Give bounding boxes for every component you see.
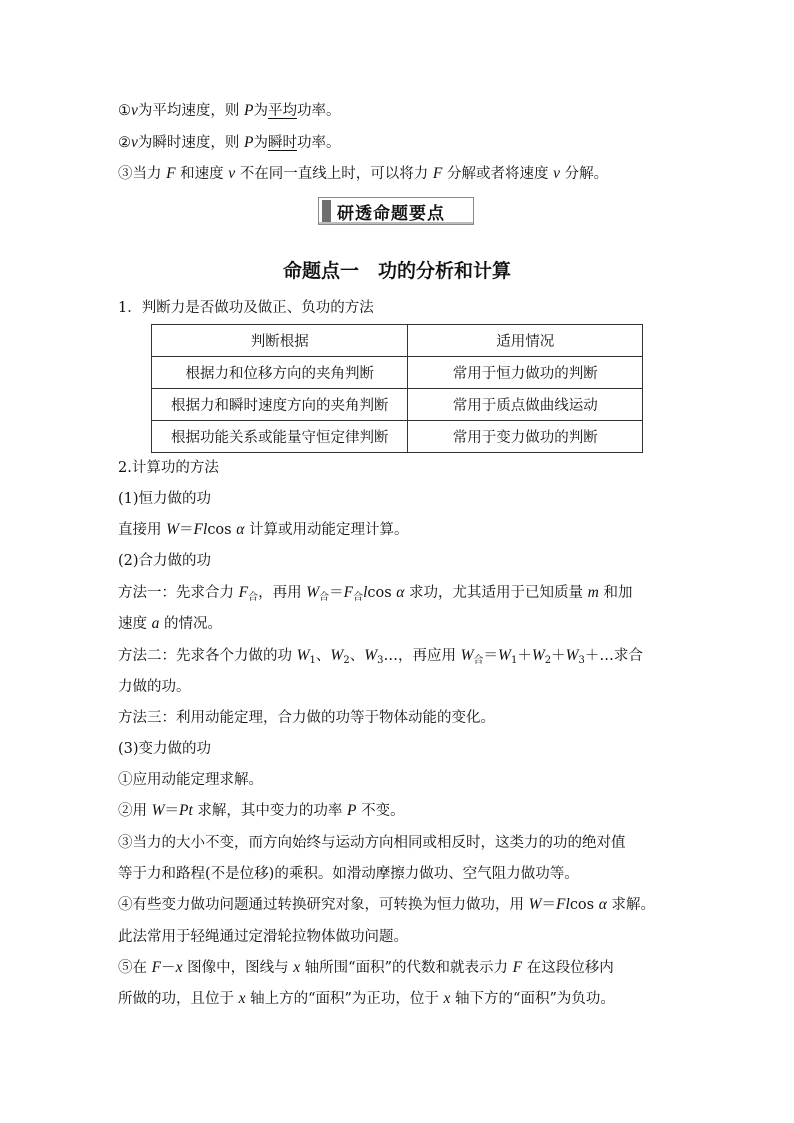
text: ②用: [118, 803, 152, 819]
text: 功率。: [296, 135, 341, 151]
text: 功率。: [296, 103, 341, 119]
text: ③当力: [118, 166, 167, 182]
symbol-f: F: [151, 959, 162, 976]
section-1-heading: [118, 298, 374, 318]
text: 求功，尤其适用于已知质量: [404, 585, 588, 601]
text: 的情况。: [159, 616, 222, 632]
symbol-fl: Fl: [556, 896, 570, 913]
symbol-w: W: [296, 647, 310, 664]
subscript: 2: [343, 655, 350, 666]
text: 轴所围“面积”的代数和就表示力: [300, 960, 513, 976]
symbol-v: v: [131, 102, 138, 119]
symbol-w: W: [330, 647, 344, 664]
symbol-w: W: [306, 584, 320, 601]
symbol-alpha: α: [396, 584, 405, 601]
text: 求解，其中变力的功率: [192, 803, 348, 819]
symbol-f: F: [343, 584, 354, 601]
symbol-pt: Pt: [179, 802, 193, 819]
symbol-x: x: [238, 990, 246, 1007]
p2-method-1: [118, 583, 632, 608]
symbol-fl: Fl: [193, 521, 208, 538]
table-cell: 常用于质点做曲线运动: [408, 389, 643, 421]
p3-item-2: [118, 801, 405, 821]
text: 轴下方的“面积”为负功。: [450, 991, 615, 1007]
subscript: 合: [353, 592, 364, 603]
symbol-w: W: [498, 647, 511, 664]
text: 速度: [118, 616, 152, 632]
symbol-a: a: [151, 615, 160, 632]
text: 计算或用动能定理计算。: [244, 522, 409, 538]
text: ③当力的大小不变，而方向始终与运动方向相同或相反时，这类力的功的绝对值: [118, 835, 626, 851]
subscript: 合: [248, 592, 259, 603]
p2-method-2: [118, 646, 643, 671]
text: －: [161, 960, 176, 976]
symbol-w: W: [460, 647, 474, 664]
topic-title: 命题点一 功的分析和计算: [282, 260, 511, 282]
subscript: 1: [510, 655, 518, 666]
text: ④有些变力做功问题通过转换研究对象，可转换为恒力做功，用: [118, 897, 529, 913]
p3-item-1: [118, 770, 263, 790]
text: 求解。: [606, 897, 655, 913]
p2-method-2-cont: [118, 677, 191, 697]
intro-line-3: [118, 164, 608, 184]
text: 方法一：先求合力: [118, 585, 239, 601]
symbol-w: W: [531, 647, 545, 664]
p3-item-5-cont: [118, 989, 615, 1009]
text: 此法常用于轻绳通过定滑轮拉物体做功问题。: [118, 929, 408, 945]
table-cell: 根据力和瞬时速度方向的夹角判断: [152, 389, 408, 421]
symbol-v: v: [228, 165, 236, 182]
table-header-row: [152, 325, 643, 357]
judgement-table: [151, 324, 643, 453]
symbol-f: F: [432, 165, 443, 182]
text: ＋: [517, 648, 532, 664]
text: ＋…求合: [584, 648, 643, 664]
p2-heading: [118, 551, 211, 571]
table-cell: 根据功能关系或能量守恒定律判断: [152, 421, 408, 453]
text: 不在同一直线上时，可以将力: [235, 166, 433, 182]
p1-line: [118, 520, 408, 540]
heading-text: 2.计算功的方法: [118, 460, 219, 476]
symbol-v: v: [131, 134, 138, 151]
table-cell: 根据力和位移方向的夹角判断: [152, 357, 408, 389]
symbol-f: F: [238, 584, 249, 601]
section-2-heading: [118, 458, 219, 478]
symbol-w: W: [565, 647, 579, 664]
p3-heading: [118, 739, 211, 759]
table-cell: 常用于变力做功的判断: [408, 421, 643, 453]
text: 力做的功。: [118, 679, 191, 695]
subscript: 1: [309, 655, 316, 666]
text: 为: [253, 135, 268, 151]
subscript: 3: [578, 655, 585, 666]
text: 直接用: [118, 522, 167, 538]
text: 轴上方的“面积”为正功，位于: [245, 991, 444, 1007]
text: ＝: [164, 803, 180, 819]
p3-item-4-cont: [118, 927, 408, 947]
text: ②: [118, 135, 131, 151]
text: ＝: [179, 522, 194, 538]
text: 等于力和路程(不是位移)的乘积。如滑动摩擦力做功、空气阻力做功等。: [118, 866, 579, 882]
symbol-f: F: [166, 165, 176, 182]
text: ＋: [551, 648, 566, 664]
text: 所做的功，且位于: [118, 991, 239, 1007]
text: 分解或者将速度: [442, 166, 554, 182]
text: ①应用动能定理求解。: [118, 772, 263, 788]
symbol-w: W: [528, 896, 542, 913]
text: 、: [315, 648, 331, 664]
heading-text: 1．判断力是否做功及做正、负功的方法: [118, 300, 374, 316]
symbol-m: m: [587, 584, 599, 601]
text: ＝: [541, 897, 557, 913]
text: ＝: [329, 585, 344, 601]
symbol-w: W: [364, 647, 378, 664]
table-row: [152, 357, 643, 389]
symbol-l: l: [363, 584, 368, 601]
p3-item-4: [118, 895, 655, 915]
symbol-alpha: α: [598, 896, 607, 913]
text: 在这段位移内: [522, 960, 614, 976]
p1-heading: [118, 489, 211, 509]
text: (2)合力做的功: [118, 553, 212, 569]
symbol-p: P: [244, 134, 254, 151]
table-cell: 常用于恒力做功的判断: [408, 357, 643, 389]
text: 图像中，图线与: [182, 960, 294, 976]
p2-method-1-cont: [118, 614, 222, 634]
text: ①: [118, 103, 131, 119]
underlined-term: 瞬时: [267, 135, 297, 151]
text: 方法二：先求各个力做的功: [118, 648, 297, 664]
symbol-w: W: [166, 521, 180, 538]
banner-bar-icon: [322, 200, 331, 222]
text: 为瞬时速度，则: [137, 135, 244, 151]
symbol-x: x: [293, 959, 301, 976]
symbol-p: P: [347, 802, 357, 819]
text: (1)恒力做的功: [118, 491, 212, 507]
text: 不变。: [356, 803, 405, 819]
subscript: 2: [544, 655, 552, 666]
text: ⑤在: [118, 960, 152, 976]
symbol-x: x: [175, 959, 183, 976]
p2-method-3: [118, 708, 495, 728]
symbol-v: v: [553, 165, 560, 182]
intro-line-2: [118, 133, 340, 153]
text: (3)变力做的功: [118, 741, 212, 757]
p3-item-3: [118, 833, 626, 853]
text: …，再应用: [383, 648, 461, 664]
table-row: [152, 389, 643, 421]
table-row: [152, 421, 643, 453]
text: ，再用: [258, 585, 307, 601]
subscript: 合: [473, 655, 484, 666]
section-banner: [318, 197, 474, 225]
text: 为平均速度，则: [137, 103, 244, 119]
text: ＝: [483, 648, 499, 664]
text: 和加: [598, 585, 633, 601]
subscript: 合: [319, 592, 330, 603]
symbol-alpha: α: [236, 521, 245, 538]
table-header-cell: 适用情况: [408, 325, 643, 357]
p3-item-5: [118, 958, 614, 978]
text: cos: [207, 522, 237, 538]
text: 和速度: [175, 166, 229, 182]
underlined-term: 平均: [267, 103, 297, 119]
text: cos: [367, 585, 397, 601]
symbol-x: x: [443, 990, 451, 1007]
table-header-cell: 判断根据: [152, 325, 408, 357]
symbol-f: F: [512, 959, 523, 976]
text: cos: [569, 897, 599, 913]
symbol-w: W: [151, 802, 165, 819]
text: 、: [349, 648, 365, 664]
p3-item-3-cont: [118, 864, 579, 884]
text: 分解。: [559, 166, 609, 182]
text: 为: [253, 103, 268, 119]
subscript: 3: [377, 655, 384, 666]
symbol-p: P: [244, 102, 254, 119]
text: 方法三：利用动能定理，合力做的功等于物体动能的变化。: [118, 710, 495, 726]
banner-label: 研透命题要点: [337, 203, 445, 224]
intro-line-1: [118, 101, 340, 121]
